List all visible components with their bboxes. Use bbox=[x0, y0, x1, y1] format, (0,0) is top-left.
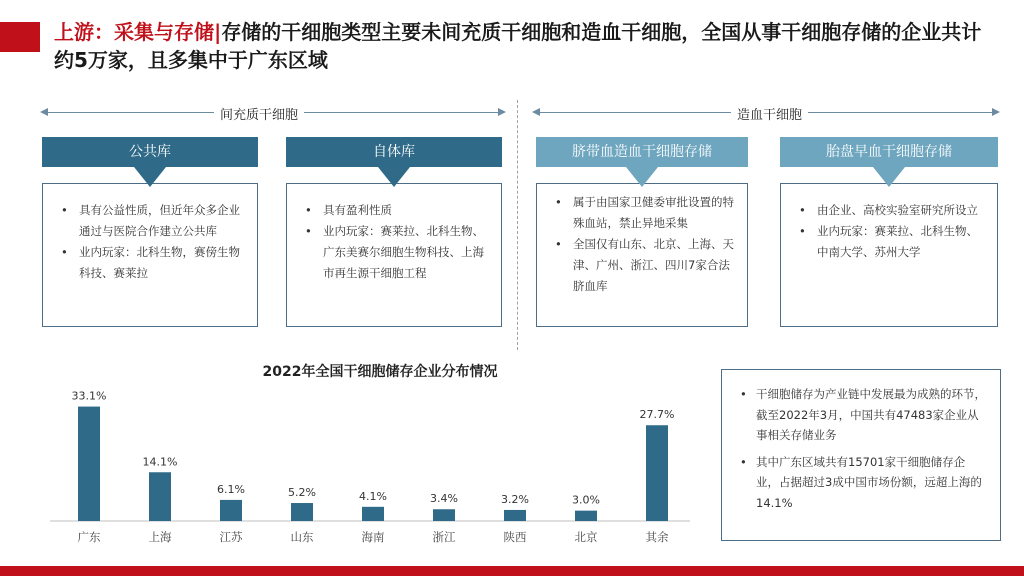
data-label: 14.1% bbox=[142, 455, 178, 469]
section-label-mesenchymal: 间充质干细胞 bbox=[214, 104, 304, 123]
category-label: 浙江 bbox=[432, 530, 456, 544]
list-item: • 全国仅有山东、北京、上海、天津、广州、浙江、四川7家合法脐血库 bbox=[547, 234, 737, 297]
data-label: 33.1% bbox=[71, 389, 107, 403]
bar-chart bbox=[40, 380, 700, 550]
category-label: 上海 bbox=[148, 530, 172, 544]
list-item: • 由企业、高校实验室研究所设立 bbox=[791, 200, 987, 221]
chart-bar bbox=[504, 510, 526, 521]
data-label: 3.2% bbox=[501, 492, 529, 506]
list-item: • 具有公益性质，但近年众多企业通过与医院合作建立公共库 bbox=[53, 200, 247, 242]
data-label: 3.0% bbox=[572, 493, 600, 507]
category-header-private-bank: 自体库 bbox=[286, 137, 502, 167]
category-header-public-bank: 公共库 bbox=[42, 137, 258, 167]
arrow-left-head-icon bbox=[40, 108, 48, 116]
category-notch bbox=[134, 167, 166, 187]
category-header-cord-blood: 脐带血造血干细胞存储 bbox=[536, 137, 748, 167]
list-item: • 其中广东区域共有15701家干细胞储存企业，占据超过3成中国市场份额，远超上海的14.1% bbox=[732, 452, 988, 514]
category-notch bbox=[626, 167, 658, 187]
section-label-hematopoietic: 造血干细胞 bbox=[731, 104, 808, 123]
data-label: 6.1% bbox=[217, 482, 245, 496]
chart-title: 2022年全国干细胞储存企业分布情况 bbox=[262, 364, 498, 380]
category-label: 江苏 bbox=[219, 530, 243, 544]
category-box-private-bank bbox=[286, 183, 502, 327]
chart-bar bbox=[646, 425, 668, 521]
summary-box bbox=[721, 369, 1001, 541]
title-highlight: 上游：采集与存储 bbox=[54, 20, 214, 44]
arrow-right-head-icon bbox=[992, 108, 1000, 116]
chart-bar bbox=[220, 500, 242, 521]
chart-bar bbox=[149, 472, 171, 521]
category-label: 北京 bbox=[574, 530, 598, 544]
category-header-placenta-blood: 胎盘早血干细胞存储 bbox=[780, 137, 998, 167]
list-item: • 业内玩家：北科生物，赛傍生物科技、赛莱拉 bbox=[53, 242, 247, 284]
list-item: • 业内玩家：赛莱拉、北科生物、广东美赛尔细胞生物科技、上海市再生源干细胞工程 bbox=[297, 221, 491, 284]
category-notch bbox=[873, 167, 905, 187]
chart-bar bbox=[362, 507, 384, 521]
title-separator: | bbox=[214, 20, 222, 44]
chart-bar bbox=[78, 407, 100, 521]
page-title bbox=[54, 18, 994, 74]
chart-bar bbox=[291, 503, 313, 521]
chart-bar bbox=[575, 511, 597, 521]
data-label: 27.7% bbox=[639, 408, 675, 422]
category-label: 山东 bbox=[290, 530, 314, 544]
chart-bar bbox=[433, 509, 455, 521]
category-label: 其余 bbox=[645, 530, 669, 544]
data-label: 4.1% bbox=[359, 489, 387, 503]
category-label: 陕西 bbox=[503, 530, 527, 544]
red-accent-bar bbox=[0, 22, 40, 52]
category-box-cord-blood bbox=[536, 183, 748, 327]
section-divider bbox=[517, 100, 518, 350]
title-text: 存储的干细胞类型主要未间充质干细胞和造血干细胞，全国从事干细胞存储的企业共计约5万家，且多集中于广东区域 bbox=[54, 20, 982, 72]
arrow-left-head-icon bbox=[532, 108, 540, 116]
category-box-public-bank bbox=[42, 183, 258, 327]
list-item: • 具有盈利性质 bbox=[297, 200, 491, 221]
category-notch bbox=[378, 167, 410, 187]
bottom-red-bar bbox=[0, 566, 1024, 576]
category-box-placenta-blood bbox=[780, 183, 998, 327]
category-label: 广东 bbox=[77, 530, 101, 544]
arrow-right-head-icon bbox=[498, 108, 506, 116]
list-item: • 业内玩家：赛莱拉、北科生物、中南大学、苏州大学 bbox=[791, 221, 987, 263]
data-label: 3.4% bbox=[430, 492, 458, 506]
list-item: • 属于由国家卫健委审批设置的特殊血站，禁止异地采集 bbox=[547, 192, 737, 234]
data-label: 5.2% bbox=[288, 486, 316, 500]
list-item: • 干细胞储存为产业链中发展最为成熟的环节，截至2022年3月，中国共有47483家企业从事相关存储业务 bbox=[732, 384, 988, 446]
category-label: 海南 bbox=[361, 530, 385, 544]
